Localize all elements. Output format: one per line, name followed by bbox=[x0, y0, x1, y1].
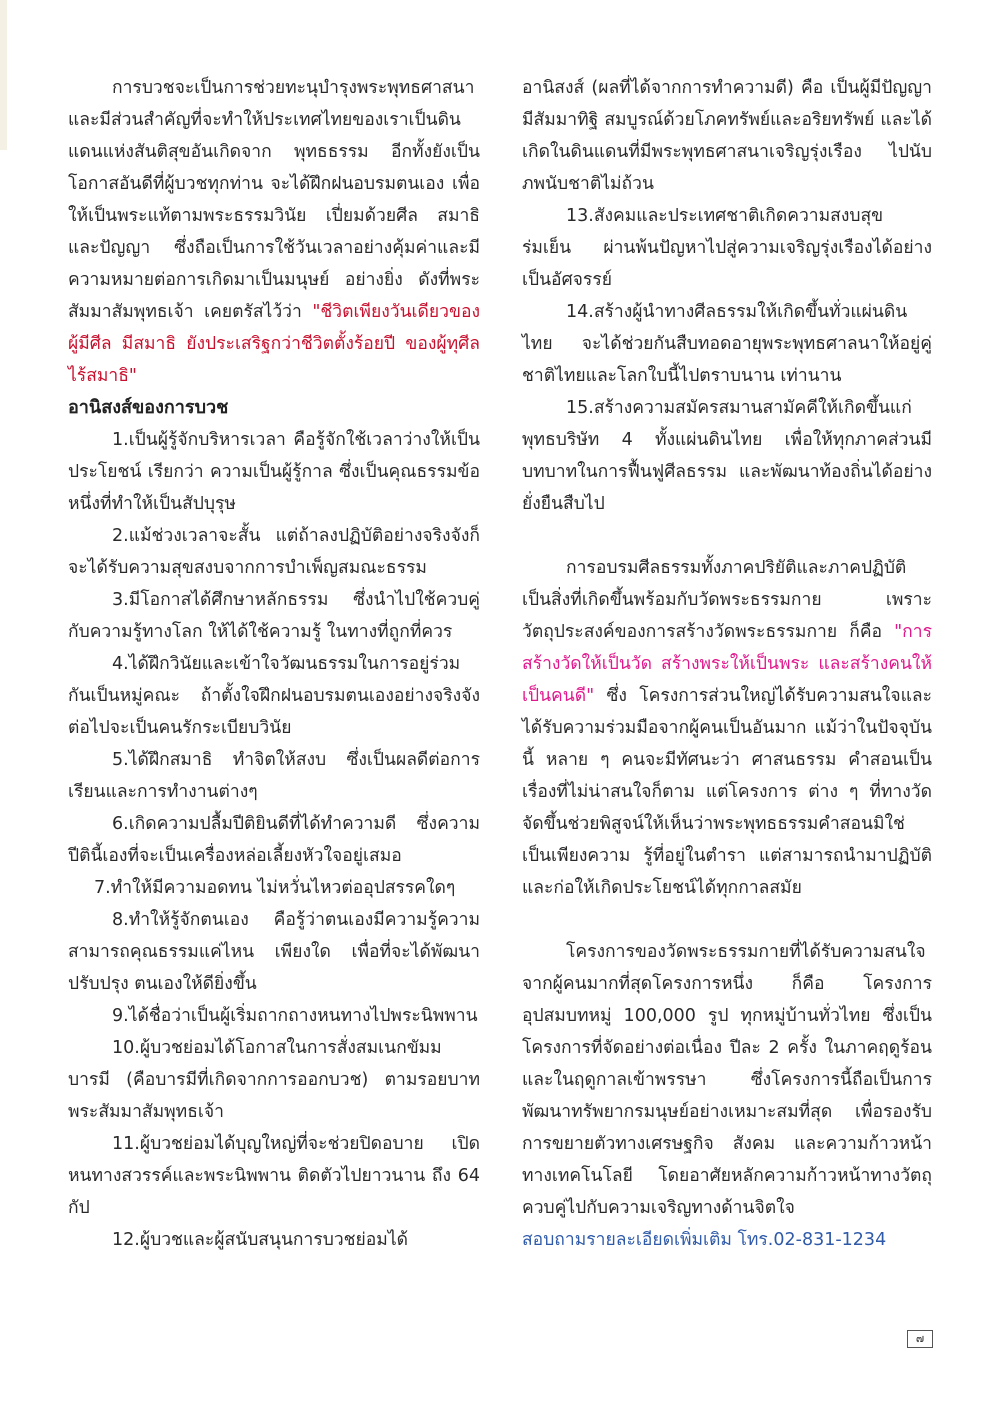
benefit-item-10: 10.ผู้บวชย่อมได้โอกาสในการสั่งสมเนกขัมมบารมี (คือบารมีที่เกิดจากการออกบวช) ตามรอยบาทพระสัมมาสัมพุทธเจ้า bbox=[68, 1038, 480, 1122]
benefit-item-6: 6.เกิดความปลื้มปีติยินดีที่ได้ทำความดี ซึ่งความปีตินี้เองที่จะเป็นเครื่องหล่อเลี้ยงหัวใจอยู่เสมอ bbox=[68, 814, 480, 866]
benefit-item-5: 5.ได้ฝึกสมาธิ ทำจิตให้สงบ ซึ่งเป็นผลดีต่อการเรียนและการทำงานต่างๆ bbox=[68, 750, 480, 802]
benefit-item-1: 1.เป็นผู้รู้จักบริหารเวลา คือรู้จักใช้เวลาว่างให้เป็นประโยชน์ เรียกว่า ความเป็นผู้รู้กาล ซึ่งเป็นคุณธรรมข้อหนึ่งที่ทำให้เป็นสัปบุรุษ bbox=[68, 430, 480, 514]
benefit-item-11: 11.ผู้บวชย่อมได้บุญใหญ่ที่จะช่วยปิดอบาย เปิดหนทางสวรรค์และพระนิพพาน ติดตัวไปยาวนาน ถึง 64 กัป bbox=[68, 1134, 480, 1218]
intro-paragraph bbox=[68, 72, 480, 392]
contact-line: สอบถามรายละเอียดเพิ่มเติม โทร.02-831-1234 bbox=[522, 1230, 887, 1250]
benefit-item-12-continued: อานิสงส์ (ผลที่ได้จากการทำความดี) คือ เป็นผู้มีปัญญา มีสัมมาทิฐิ สมบูรณ์ด้วยโภคทรัพย์และอริยทรัพย์ และได้เกิดในดินแดนที่มีพระพุทธศาสนาเจริญรุ่งเรือง ไปนับภพนับชาติไม่ถ้วน bbox=[522, 78, 932, 194]
temple-motto-quote: "การสร้างวัดให้เป็นวัด สร้างพระให้เป็นพระ และสร้างคนให้เป็นคนดี" bbox=[522, 622, 932, 706]
training-text-end: ซึ่ง โครงการส่วนใหญ่ได้รับความสนใจและได้รับความร่วมมือจากผู้คนเป็นอันมาก แม้ว่าในปัจจุบันนี้ หลาย ๆ คนจะมีทัศนะว่า ศาสนธรรม คำสอนเป็นเรื่องที่ไม่น่าสนใจก็ตาม แต่โครงการ ต่าง ๆ ที่ทางวัดจัดขึ้นช่วยพิสูจน์ให้เห็นว่าพระพุทธธรรมคำสอนมิใช่เป็นเพียงความ รู้ที่อยู่ในตำรา แต่สามารถนำมาปฏิบัติและก่อให้เกิดประโยชน์ได้ทุกกาลสมัย bbox=[522, 686, 932, 898]
section-gap bbox=[522, 904, 932, 936]
benefit-item-2: 2.แม้ช่วงเวลาจะสั้น แต่ถ้าลงปฏิบัติอย่างจริงจังก็จะได้รับความสุขสงบจากการบำเพ็ญสมณะธรรม bbox=[68, 526, 480, 578]
benefit-item-4: 4.ได้ฝึกวินัยและเข้าใจวัฒนธรรมในการอยู่ร่วมกันเป็นหมู่คณะ ถ้าตั้งใจฝึกฝนอบรมตนเองอย่างจริงจัง ต่อไปจะเป็นคนรักระเบียบวินัย bbox=[68, 654, 480, 738]
benefit-item-9: 9.ได้ชื่อว่าเป็นผู้เริ่มถากถางหนทางไปพระนิพพาน bbox=[112, 1006, 478, 1026]
left-column bbox=[68, 72, 480, 1256]
intro-text: การบวชจะเป็นการช่วยทะนุบำรุงพระพุทธศาสนา และมีส่วนสำคัญที่จะทำให้ประเทศไทยของเราเป็นดินแดนแห่งสันติสุขอันเกิดจาก พุทธธรรม อีกทั้งยังเป็นโอกาสอันดีที่ผู้บวชทุกท่าน จะได้ฝึกฝนอบรมตนเอง เพื่อให้เป็นพระแท้ตามพระธรรมวินัย เปี่ยมด้วยศีล สมาธิและปัญญา ซึ่งถือเป็นการใช้วันเวลาอย่างคุ้มค่าและมีความหมายต่อการเกิดมาเป็นมนุษย์ อย่างยิ่ง ดังที่พระสัมมาสัมพุทธเจ้า เคยตรัสไว้ว่า bbox=[68, 78, 480, 322]
training-text-start: การอบรมศีลธรรมทั้งภาคปริยัติและภาคปฏิบัติ เป็นสิ่งที่เกิดขึ้นพร้อมกับวัดพระธรรมกาย เพราะวัตถุประสงค์ของการสร้างวัดพระธรรมกาย ก็คือ bbox=[522, 558, 932, 642]
benefit-item-12: 12.ผู้บวชและผู้สนับสนุนการบวชย่อมได้ bbox=[112, 1230, 409, 1250]
benefit-item-15: 15.สร้างความสมัครสมานสามัคคีให้เกิดขึ้นแก่พุทธบริษัท 4 ทั้งแผ่นดินไทย เพื่อให้ทุกภาคส่วนมีบทบาทในการฟื้นฟูศีลธรรม และพัฒนาท้องถิ่นได้อย่างยั่งยืนสืบไป bbox=[522, 398, 932, 514]
benefit-item-8: 8.ทำให้รู้จักตนเอง คือรู้ว่าตนเองมีความรู้ความสามารถคุณธรรมแค่ไหน เพียงใด เพื่อที่จะได้พัฒนาปรับปรุง ตนเองให้ดียิ่งขึ้น bbox=[68, 910, 480, 994]
benefit-item-14: 14.สร้างผู้นำทางศีลธรรมให้เกิดขึ้นทั่วแผ่นดินไทย จะได้ช่วยกันสืบทอดอายุพระพุทธศาลนาให้อยู่คู่ชาติไทยและโลกใบนี้ไปตราบนาน เท่านาน bbox=[522, 302, 932, 386]
benefit-item-7: 7.ทำให้มีความอดทน ไม่หวั่นไหวต่ออุปสรรคใดๆ bbox=[94, 878, 456, 898]
right-column bbox=[522, 72, 932, 1256]
ordination-project-paragraph: โครงการของวัดพระธรรมกายที่ได้รับความสนใจจากผู้คนมากที่สุดโครงการหนึ่ง ก็คือ โครงการอุปสมบทหมู่ 100,000 รูป ทุกหมู่บ้านทั่วไทย ซึ่งเป็นโครงการที่จัดอย่างต่อเนื่อง ปีละ 2 ครั้ง ในภาคฤดูร้อน และในฤดูกาลเข้าพรรษา ซึ่งโครงการนี้ถือเป็นการพัฒนาทรัพยากรมนุษย์อย่างเหมาะสมที่สุด เพื่อรองรับการขยายตัวทางเศรษฐกิจ สังคม และความก้าวหน้าทางเทคโนโลยี โดยอาศัยหลักความก้าวหน้าทางวัตถุควบคู่ไปกับความเจริญทางด้านจิตใจ bbox=[522, 942, 932, 1218]
buddha-quote: "ชีวิตเพียงวันเดียวของผู้มีศีล มีสมาธิ ยังประเสริฐกว่าชีวิตตั้งร้อยปี ของผู้ทุศีล ไร้สมาธิ" bbox=[68, 302, 480, 386]
benefit-item-13: 13.สังคมและประเทศชาติเกิดความสงบสุขร่มเย็น ผ่านพ้นปัญหาไปสู่ความเจริญรุ่งเรืองได้อย่างเป็นอัศจรรย์ bbox=[522, 206, 932, 290]
page-number: ๗ bbox=[907, 1330, 933, 1348]
training-paragraph bbox=[522, 552, 932, 904]
section-gap bbox=[522, 520, 932, 552]
benefit-item-3: 3.มีโอกาสได้ศึกษาหลักธรรม ซึ่งนำไปใช้ควบคู่กับความรู้ทางโลก ให้ได้ใช้ความรู้ ในทางที่ถูกที่ควร bbox=[68, 590, 480, 642]
benefits-heading: อานิสงส์ของการบวช bbox=[68, 397, 229, 418]
page-edge-strip bbox=[0, 0, 7, 150]
